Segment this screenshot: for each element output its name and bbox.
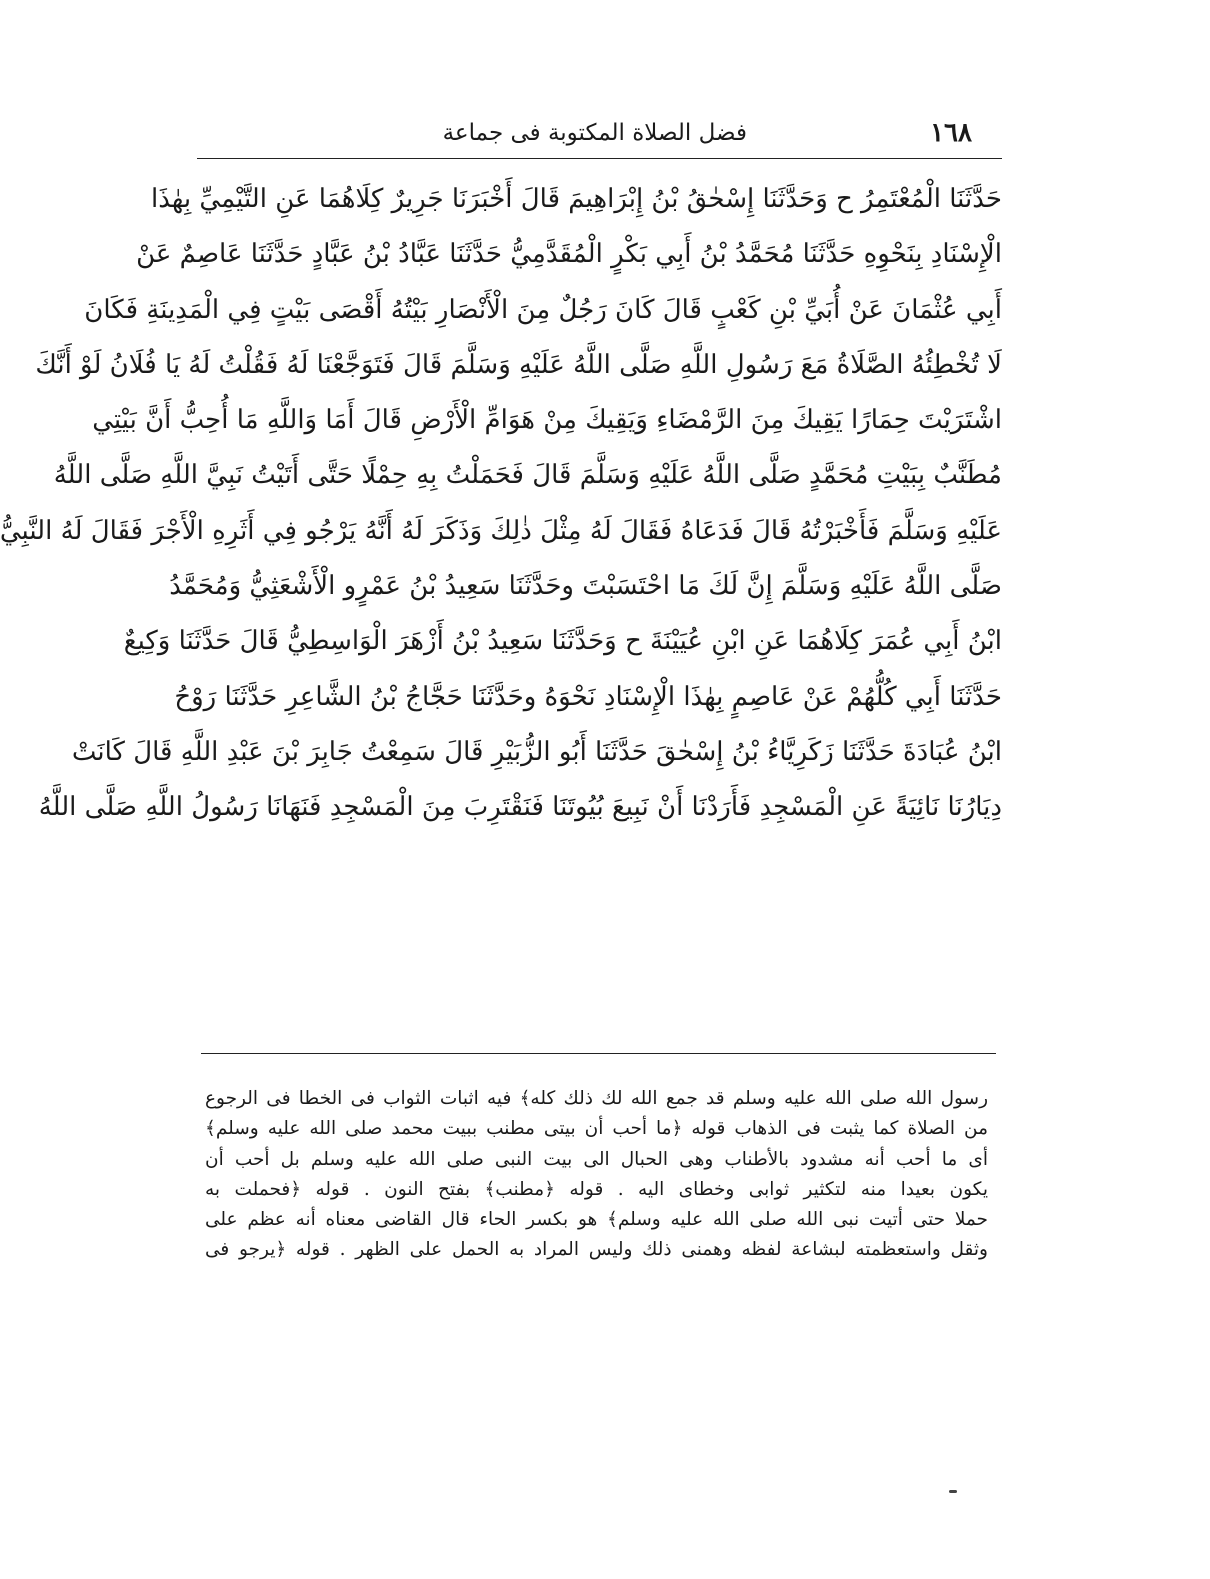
text-line: ابْنُ عُبَادَةَ حَدَّثَنَا زَكَرِيَّاءُ بْنُ إِسْحٰقَ حَدَّثَنَا أَبُو الزُّبَيْرِ قَالَ سَمِعْتُ جَابِرَ بْنَ عَبْدِ اللَّهِ قَالَ كَانَتْ	[71, 736, 1002, 767]
hadith-text	[0, 172, 1002, 836]
commentary-line: حملا حتى أتيت نبى الله صلى الله عليه وسلم﴾ هو بكسر الحاء قال القاضى معناه أنه عظم على	[205, 1209, 988, 1231]
text-line: دِيَارُنَا نَائِيَةً عَنِ الْمَسْجِدِ فَأَرَدْنَا أَنْ نَبِيعَ بُيُوتَنَا فَنَقْتَرِبَ مِنَ الْمَسْجِدِ فَنَهَانَا رَسُولُ اللَّهِ صَلَّى اللَّهُ	[38, 792, 1002, 823]
text-line: ابْنُ أَبِي عُمَرَ كِلَاهُمَا عَنِ ابْنِ عُيَيْنَةَ ح وَحَدَّثَنَا سَعِيدُ بْنُ أَزْهَرَ الْوَاسِطِيُّ قَالَ حَدَّثَنَا وَكِيعٌ	[123, 626, 1002, 657]
text-line: صَلَّى اللَّهُ عَلَيْهِ وَسَلَّمَ إِنَّ لَكَ مَا احْتَسَبْتَ وحَدَّثَنَا سَعِيدُ بْنُ عَمْرٍو الْأَشْعَثِيُّ وَمُحَمَّدُ	[169, 571, 1002, 602]
text-line: حَدَّثَنَا أَبِي كُلُّهُمْ عَنْ عَاصِمٍ بِهٰذَا الْإِسْنَادِ نَحْوَهُ وحَدَّثَنَا حَجَّاجُ بْنُ الشَّاعِرِ حَدَّثَنَا رَوْحُ	[174, 681, 1002, 712]
book-page	[0, 118, 1002, 1261]
commentary-line: وثقل واستعظمته لبشاعة لفظه وهمنى ذلك وليس المراد به الحمل على الظهر . قوله ﴿يرجو فى	[205, 1239, 988, 1261]
text-line: لَا تُخْطِئُهُ الصَّلَاةُ مَعَ رَسُولِ اللَّهِ صَلَّى اللَّهُ عَلَيْهِ وَسَلَّمَ قَالَ فَتَوَجَّعْنَا لَهُ فَقُلْتُ لَهُ يَا فُلَانُ لَوْ أَنَّكَ	[35, 349, 1002, 380]
header-rule	[197, 158, 1002, 159]
text-line: حَدَّثَنَا الْمُعْتَمِرُ ح وَحَدَّثَنَا إِسْحٰقُ بْنُ إِبْرَاهِيمَ قَالَ أَخْبَرَنَا جَرِيرٌ كِلَاهُمَا عَنِ التَّيْمِيِّ بِهٰذَا	[151, 184, 1002, 214]
text-line: مُطَنَّبٌ بِبَيْتِ مُحَمَّدٍ صَلَّى اللَّهُ عَلَيْهِ وَسَلَّمَ قَالَ فَحَمَلْتُ بِهِ حِمْلًا حَتَّى أَتَيْتُ نَبِيَّ اللَّهِ صَلَّى اللَّهُ	[53, 460, 1002, 491]
commentary-line: يكون بعيدا منه لتكثير ثوابى وخطاى اليه . قوله ﴿مطنب﴾ بفتح النون . قوله ﴿فحملت به	[205, 1178, 988, 1200]
commentary-line: من الصلاة كما يثبت فى الذهاب قوله ﴿ما أحب أن بيتى مطنب ببيت محمد صلى الله عليه وسلم﴾	[205, 1118, 988, 1140]
page-number: ١٦٨	[930, 118, 972, 148]
page-header	[197, 118, 1002, 156]
running-title: فضل الصلاة المكتوبة فى جماعة	[442, 120, 747, 146]
scan-speck	[949, 1490, 957, 1493]
text-line: اشْتَرَيْتَ حِمَارًا يَقِيكَ مِنَ الرَّمْضَاءِ وَيَقِيكَ مِنْ هَوَامِّ الْأَرْضِ قَالَ أَمَا وَاللَّهِ مَا أُحِبُّ أَنَّ بَيْتِي	[92, 405, 1002, 436]
text-line: الْإِسْنَادِ بِنَحْوِهِ حَدَّثَنَا مُحَمَّدُ بْنُ أَبِي بَكْرٍ الْمُقَدَّمِيُّ حَدَّثَنَا عَبَّادُ بْنُ عَبَّادٍ حَدَّثَنَا عَاصِمٌ عَنْ	[136, 239, 1002, 270]
commentary-divider	[201, 1053, 996, 1054]
commentary-text	[205, 1084, 988, 1266]
text-line: عَلَيْهِ وَسَلَّمَ فَأَخْبَرْتُهُ قَالَ فَدَعَاهُ فَقَالَ لَهُ مِثْلَ ذٰلِكَ وَذَكَرَ لَهُ أَنَّهُ يَرْجُو فِي أَثَرِهِ الْأَجْرَ فَقَالَ لَهُ النَّبِيُّ	[0, 515, 1002, 546]
commentary-line: أى ما أحب أنه مشدود بالأطناب وهى الحبال الى بيت النبى صلى الله عليه وسلم بل أحب أن	[205, 1148, 988, 1170]
text-line: أَبِي عُثْمَانَ عَنْ أُبَيِّ بْنِ كَعْبٍ قَالَ كَانَ رَجُلٌ مِنَ الْأَنْصَارِ بَيْتُهُ أَقْصَى بَيْتٍ فِي الْمَدِينَةِ فَكَانَ	[84, 294, 1002, 325]
commentary-line: رسول الله صلى الله عليه وسلم قد جمع الله لك ذلك كله﴾ فيه اثبات الثواب فى الخطا فى الرجوع	[205, 1088, 988, 1109]
